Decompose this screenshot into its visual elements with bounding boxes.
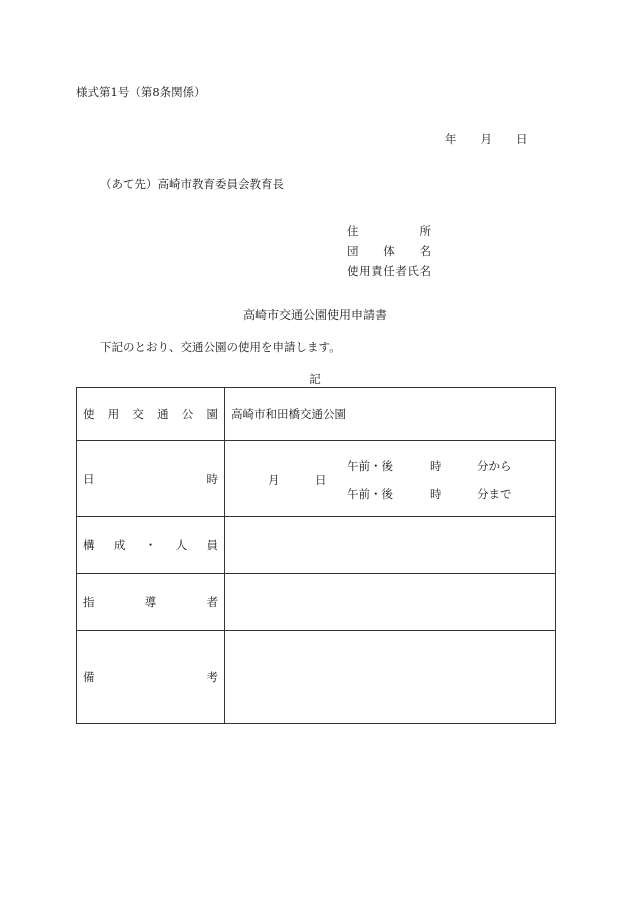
remarks-label-cell (77, 631, 225, 724)
leader-label-cell (77, 574, 225, 631)
date-line (445, 131, 528, 147)
month-field-label: 月 (268, 473, 280, 487)
addressee: （あて先）高崎市教育委員会教育長 (100, 177, 284, 191)
to-ampm-label: 午前・後 (347, 487, 393, 501)
table-row (77, 517, 556, 574)
table-row (77, 441, 556, 517)
composition-label-cell (77, 517, 225, 574)
day-label: 日 (516, 132, 528, 146)
remarks-value[interactable] (225, 631, 556, 724)
year-label: 年 (445, 132, 457, 146)
leader-label: 指導者 (83, 595, 218, 609)
park-label: 使用交通公園 (83, 407, 218, 421)
day-field-label: 日 (315, 473, 327, 487)
datetime-label: 日時 (83, 471, 218, 486)
intro-text: 下記のとおり、交通公園の使用を申請します。 (100, 340, 341, 354)
from-hour-label: 時 (430, 459, 442, 473)
park-label-cell (77, 388, 225, 441)
ki-heading: 記 (309, 372, 321, 386)
responsible-person-label: 使用責任者氏名 (347, 264, 431, 278)
from-minute-label: 分から (477, 459, 512, 473)
group-name-label: 団体名 (347, 244, 431, 258)
composition-value[interactable] (225, 517, 556, 574)
table-row (77, 631, 556, 724)
to-minute-label: 分まで (477, 487, 512, 501)
table-row (77, 574, 556, 631)
composition-label: 構成・人員 (83, 538, 218, 552)
leader-value[interactable] (225, 574, 556, 631)
from-ampm-label: 午前・後 (347, 459, 393, 473)
address-label: 住所 (347, 224, 431, 238)
remarks-label: 備考 (83, 670, 218, 684)
table-row (77, 388, 556, 441)
to-hour-label: 時 (430, 487, 442, 501)
datetime-cell[interactable] (225, 441, 556, 517)
applicant-block (347, 221, 431, 281)
document-title: 高崎市交通公園使用申請書 (242, 308, 387, 322)
application-table (76, 387, 556, 724)
datetime-label-cell (77, 441, 225, 517)
month-label: 月 (480, 132, 492, 146)
form-number: 様式第1号（第8条関係） (76, 85, 206, 99)
park-value: 高崎市和田橋交通公園 (225, 388, 556, 441)
